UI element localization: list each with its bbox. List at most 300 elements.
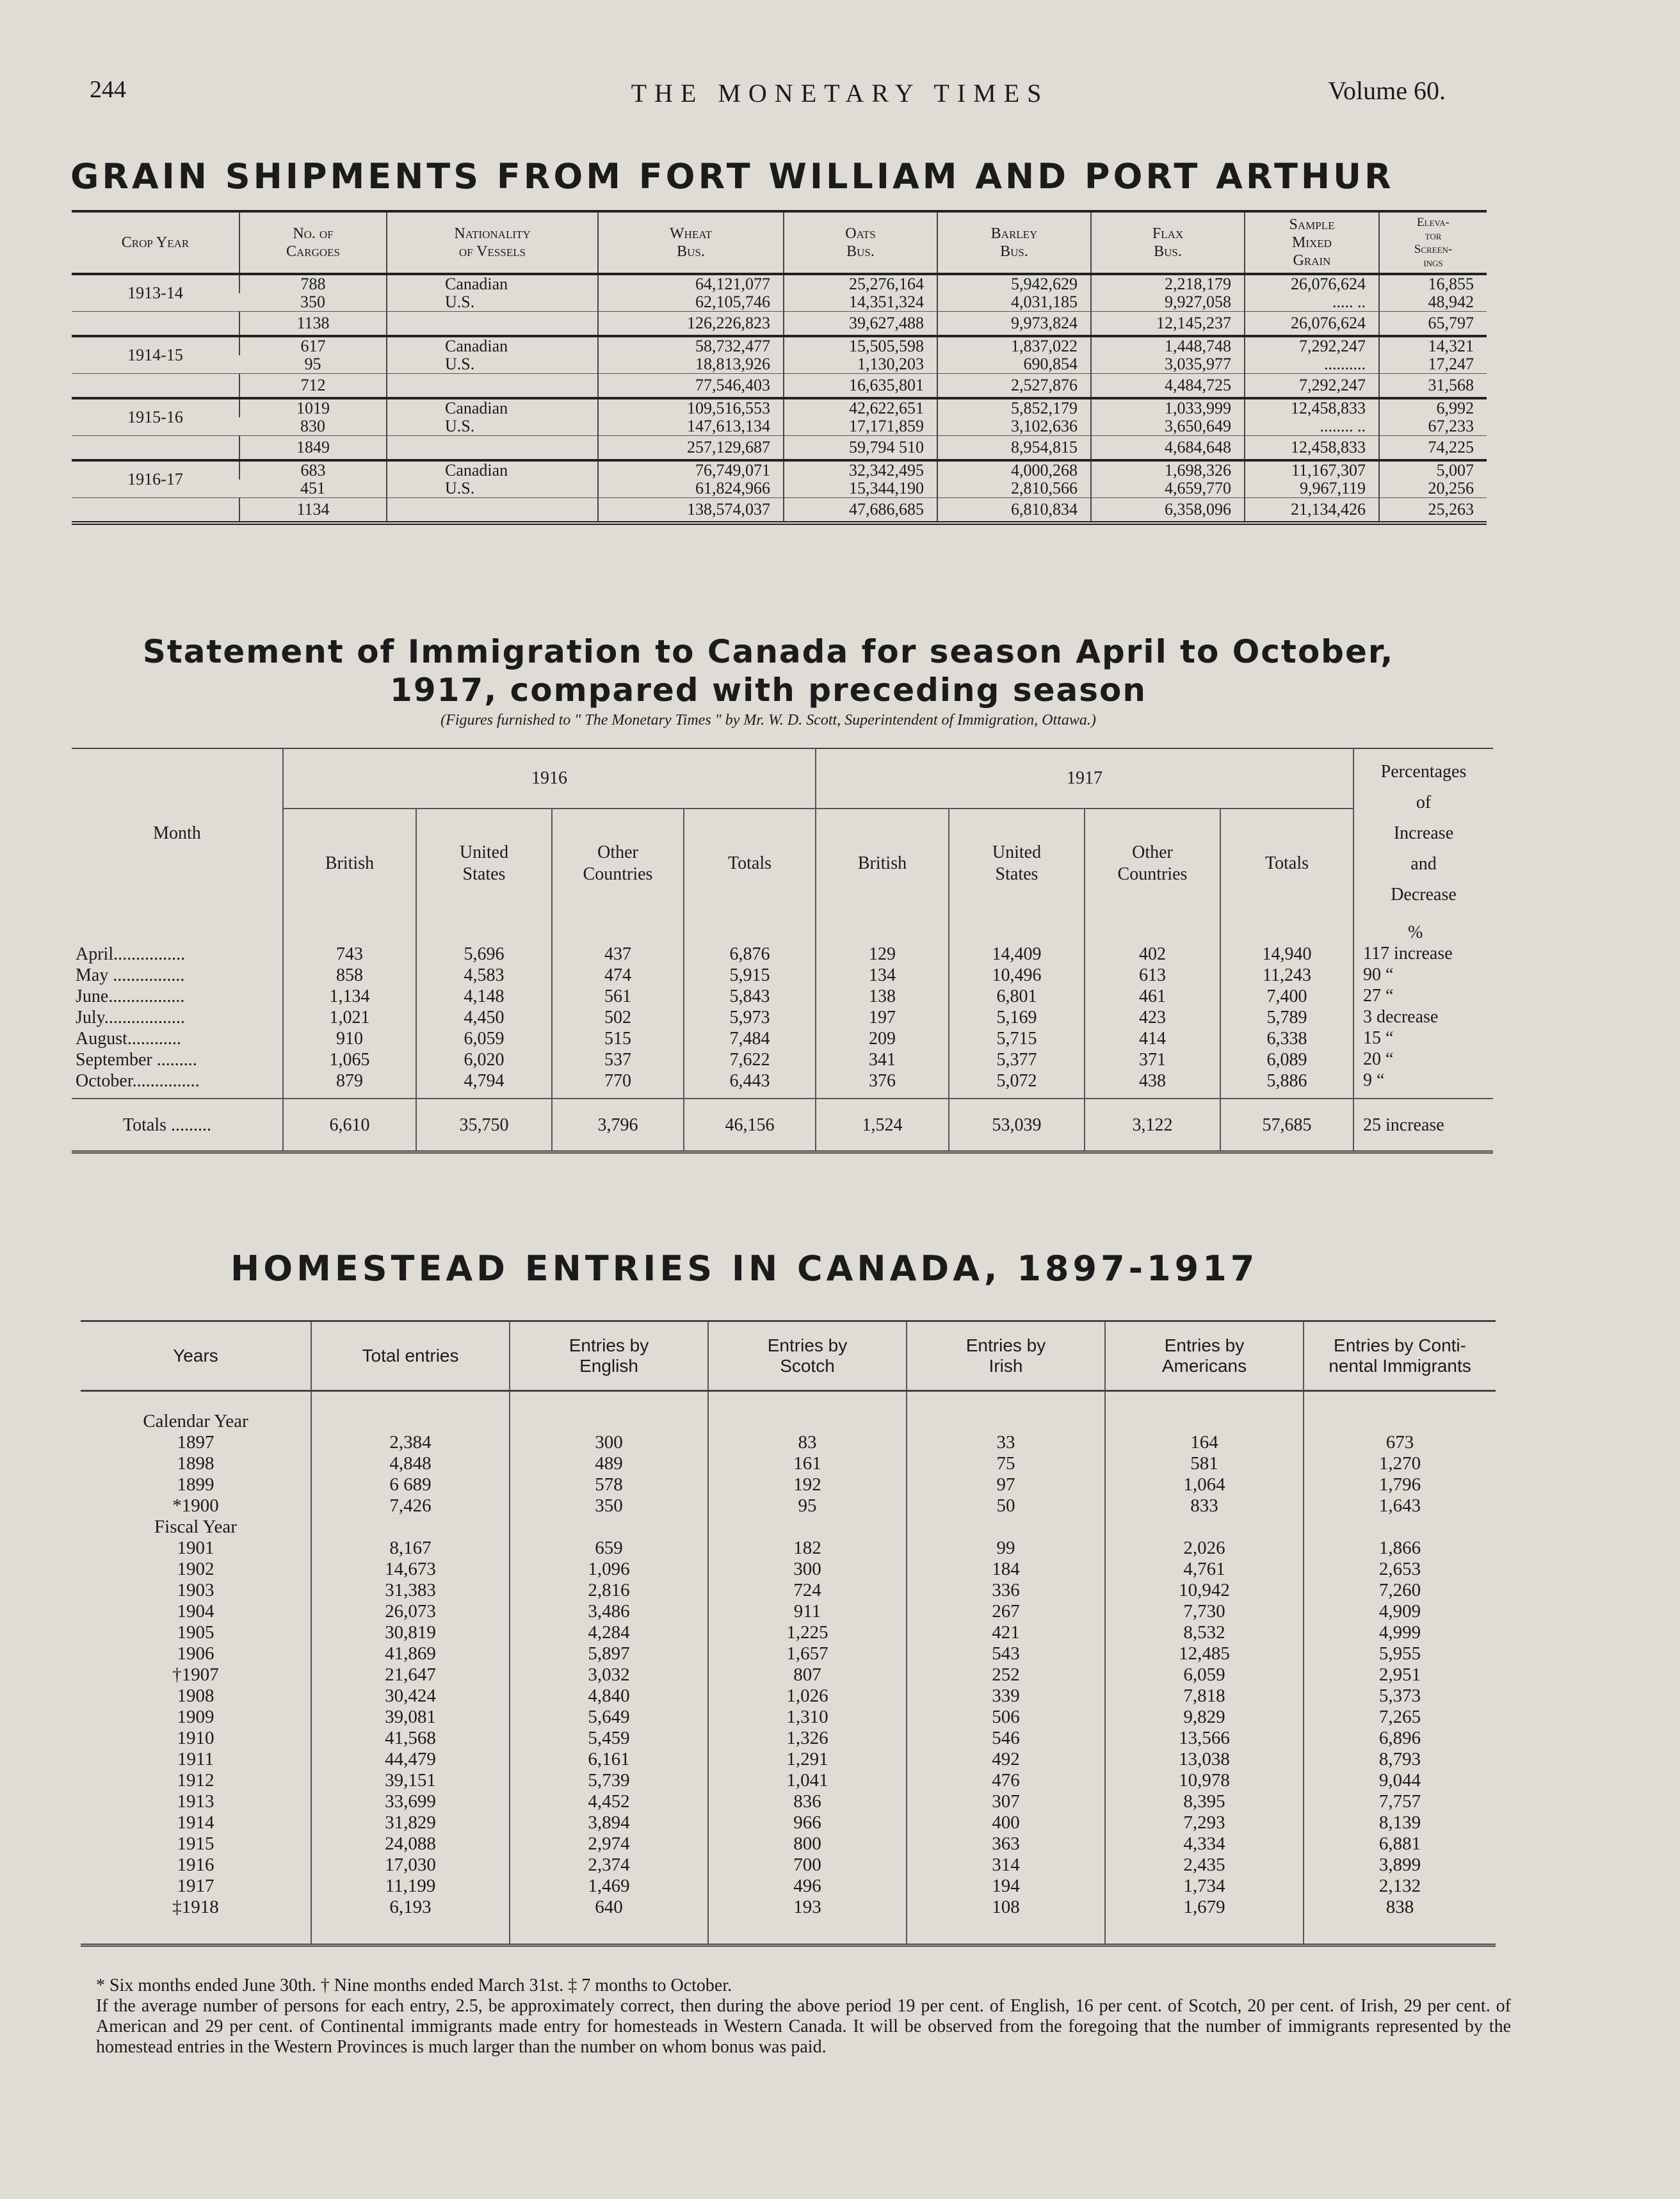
list-item: 911: [793, 1601, 821, 1622]
list-item: 8,139: [1378, 1812, 1421, 1833]
list-item: 515: [604, 1029, 631, 1049]
grain-total-barley-cell: 2,527,876: [937, 374, 1091, 399]
list-item: 26,073: [385, 1601, 436, 1622]
wheat-header: Wheat Bus.: [598, 211, 784, 274]
list-item: 97: [996, 1474, 1015, 1495]
grain-table-title: GRAIN SHIPMENTS FROM FORT WILLIAM AND PORT ARTHUR: [70, 156, 1394, 197]
list-item: 506: [992, 1707, 1020, 1727]
list-item: 543: [992, 1643, 1020, 1664]
sample-grain-header: Sample Mixed Grain: [1245, 211, 1379, 274]
list-item: 197: [869, 1008, 896, 1027]
list-item: 95: [798, 1495, 817, 1516]
list-item: 164: [1190, 1432, 1218, 1453]
list-item: 7,426: [389, 1495, 432, 1516]
list-item: 461: [1139, 987, 1166, 1006]
total-entries-header: Total entries: [311, 1321, 510, 1391]
list-item: 2,374: [588, 1855, 630, 1875]
grain-sample-cell: ..... ..: [1245, 293, 1379, 312]
list-item: 30,424: [385, 1686, 436, 1706]
list-item: 1,064: [1183, 1474, 1225, 1495]
grain-elevator-cell: 48,942: [1379, 293, 1487, 312]
totals-1916-column: [684, 918, 816, 1099]
scotch-header: Entries by Scotch: [708, 1321, 907, 1391]
grain-nationality-cell: U.S.: [387, 355, 598, 374]
list-item: 300: [595, 1432, 623, 1453]
grain-row: [72, 355, 1487, 374]
immigration-credit: (Figures furnished to " The Monetary Times " by Mr. W. D. Scott, Superintendent of Immigration, Ottawa.): [440, 712, 1096, 729]
grain-oats-cell: 32,342,495: [784, 460, 937, 479]
list-item: 2,384: [389, 1432, 432, 1453]
grain-total-elevator-cell: 31,568: [1379, 374, 1487, 399]
list-item: 44,479: [385, 1749, 436, 1769]
grain-year-cell: 1915-16: [72, 398, 239, 436]
grain-nationality-cell: U.S.: [387, 293, 598, 312]
total-totals-1916: 46,156: [684, 1099, 816, 1152]
list-item: 400: [992, 1812, 1020, 1833]
list-item: 581: [1190, 1453, 1218, 1474]
list-item: 1,326: [786, 1728, 828, 1748]
percentage-column: [1353, 918, 1493, 1099]
list-item: 21,647: [385, 1664, 436, 1685]
list-item: 858: [336, 965, 363, 985]
total-other-1917: 3,122: [1085, 1099, 1220, 1152]
nationality-header: Nationality of Vessels: [387, 211, 598, 274]
list-item: 640: [595, 1897, 623, 1917]
list-item: 33: [996, 1432, 1015, 1453]
grain-oats-cell: 1,130,203: [784, 355, 937, 374]
grain-total-blank-cell: [72, 436, 239, 461]
list-item: 1899: [177, 1474, 214, 1495]
grain-oats-cell: 15,505,598: [784, 336, 937, 355]
list-item: 14,673: [385, 1559, 436, 1579]
list-item: 1912: [177, 1770, 214, 1791]
list-item: 1,310: [786, 1707, 828, 1727]
grain-barley-cell: 3,102,636: [937, 417, 1091, 436]
grain-header-row: [72, 211, 1487, 274]
list-item: 910: [336, 1029, 363, 1049]
grain-total-barley-cell: 9,973,824: [937, 312, 1091, 337]
totals-label: Totals .........: [72, 1099, 283, 1152]
list-item: 6,443: [729, 1071, 770, 1091]
grain-total-blank-cell: [72, 312, 239, 337]
list-item: September .........: [76, 1050, 197, 1070]
list-item: 489: [595, 1453, 623, 1474]
immigration-year-row: [72, 748, 1493, 809]
grain-row: [72, 417, 1487, 436]
list-item: 134: [869, 965, 896, 985]
immigration-title-line2: 1917, compared with preceding season: [390, 672, 1147, 709]
list-item: 1908: [177, 1686, 214, 1706]
month-list: [72, 918, 283, 1099]
list-item: 8,793: [1378, 1749, 1421, 1769]
list-item: 1906: [177, 1643, 214, 1664]
list-item: 833: [1190, 1495, 1218, 1516]
list-item: 879: [336, 1071, 363, 1091]
list-item: 1915: [177, 1833, 214, 1854]
list-item: June.................: [76, 987, 185, 1006]
list-item: 743: [336, 944, 363, 964]
list-item: 6,801: [996, 987, 1037, 1006]
list-item: 402: [1139, 944, 1166, 964]
list-item: 1898: [177, 1453, 214, 1474]
list-item: 5,973: [729, 1008, 770, 1027]
us-1917-header: United States: [949, 809, 1085, 918]
list-item: 1913: [177, 1791, 214, 1812]
list-item: 14,940: [1262, 944, 1312, 964]
page-number: 244: [90, 76, 126, 103]
grain-total-wheat-cell: 138,574,037: [598, 498, 784, 524]
grain-wheat-cell: 62,105,746: [598, 293, 784, 312]
us-1916-header: United States: [416, 809, 552, 918]
grain-sample-cell: 9,967,119: [1245, 479, 1379, 498]
list-item: 5,915: [729, 965, 770, 985]
list-item: 6,881: [1378, 1833, 1421, 1854]
list-item: 209: [869, 1029, 896, 1049]
grain-sample-cell: ..........: [1245, 355, 1379, 374]
list-item: 6,896: [1378, 1728, 1421, 1748]
fiscal-year-label: Fiscal Year: [154, 1517, 237, 1537]
grain-row: [72, 398, 1487, 417]
americans-header: Entries by Americans: [1105, 1321, 1304, 1391]
list-item: 807: [793, 1664, 821, 1685]
list-item: 161: [793, 1453, 821, 1474]
year-1916-header: 1916: [283, 748, 816, 809]
list-item: 474: [604, 965, 631, 985]
percentages-header: Percentages of Increase and Decrease: [1353, 748, 1493, 918]
list-item: 194: [992, 1876, 1020, 1896]
grain-row: [72, 274, 1487, 293]
list-item: 1,096: [588, 1559, 630, 1579]
years-column: [81, 1391, 311, 1945]
list-item: 13,038: [1179, 1749, 1230, 1769]
list-item: 1,134: [329, 987, 370, 1006]
list-item: 800: [793, 1833, 821, 1854]
list-item: 5,715: [996, 1029, 1037, 1049]
list-item: 83: [798, 1432, 817, 1453]
list-item: 8,532: [1183, 1622, 1225, 1643]
grain-wheat-cell: 64,121,077: [598, 274, 784, 293]
month-header: Month: [153, 823, 201, 843]
grain-oats-cell: 14,351,324: [784, 293, 937, 312]
list-item: 267: [992, 1601, 1020, 1622]
list-item: 1916: [177, 1855, 214, 1875]
list-item: 117 increase: [1363, 944, 1453, 963]
list-item: 184: [992, 1559, 1020, 1579]
list-item: 4,334: [1183, 1833, 1225, 1854]
total-us-1917: 53,039: [949, 1099, 1085, 1152]
list-item: 966: [793, 1812, 821, 1833]
grain-total-oats-cell: 39,627,488: [784, 312, 937, 337]
list-item: 1,643: [1378, 1495, 1421, 1516]
list-item: 1902: [177, 1559, 214, 1579]
list-item: 5,377: [996, 1050, 1037, 1070]
grain-flax-cell: 1,448,748: [1091, 336, 1245, 355]
totals-1917-header: Totals: [1220, 809, 1353, 918]
list-item: 8,395: [1183, 1791, 1225, 1812]
list-item: May ................: [76, 965, 185, 985]
scotch-column: [708, 1391, 907, 1945]
total-british-1916: 6,610: [283, 1099, 416, 1152]
volume-label: Volume 60.: [1328, 76, 1446, 105]
list-item: 421: [992, 1622, 1020, 1643]
list-item: 3,486: [588, 1601, 630, 1622]
list-item: 2,026: [1183, 1538, 1225, 1558]
list-item: 8,167: [389, 1538, 432, 1558]
grain-sample-cell: ........ ..: [1245, 417, 1379, 436]
list-item: 7,757: [1378, 1791, 1421, 1812]
list-item: 1901: [177, 1538, 214, 1558]
list-item: 20 “: [1363, 1049, 1394, 1069]
grain-total-row: [72, 498, 1487, 524]
grain-nationality-cell: U.S.: [387, 417, 598, 436]
grain-total-blank-cell: [387, 498, 598, 524]
list-item: 7,265: [1378, 1707, 1421, 1727]
grain-row: [72, 336, 1487, 355]
grain-total-oats-cell: 16,635,801: [784, 374, 937, 399]
list-item: 437: [604, 944, 631, 964]
list-item: 1911: [177, 1749, 214, 1769]
list-item: 75: [996, 1453, 1015, 1474]
footnote: [96, 1976, 1511, 2058]
total-percentage: 25 increase: [1353, 1099, 1493, 1152]
homestead-title: HOMESTEAD ENTRIES IN CANADA, 1897-1917: [230, 1248, 1259, 1289]
list-item: 4,583: [464, 965, 505, 985]
list-item: 1,679: [1183, 1897, 1225, 1917]
list-item: 5,897: [588, 1643, 630, 1664]
year-1917-header: 1917: [816, 748, 1353, 809]
list-item: 4,794: [464, 1071, 505, 1091]
grain-flax-cell: 9,927,058: [1091, 293, 1245, 312]
list-item: 578: [595, 1474, 623, 1495]
list-item: 1,026: [786, 1686, 828, 1706]
list-item: 6,876: [729, 944, 770, 964]
list-item: 2,951: [1378, 1664, 1421, 1685]
list-item: 41,568: [385, 1728, 436, 1748]
totals-1916-header: Totals: [684, 809, 816, 918]
list-item: 770: [604, 1071, 631, 1091]
list-item: 17,030: [385, 1855, 436, 1875]
grain-elevator-cell: 6,992: [1379, 398, 1487, 417]
list-item: 4,284: [588, 1622, 630, 1643]
list-item: 613: [1139, 965, 1166, 985]
other-1916-header: Other Countries: [552, 809, 684, 918]
grain-flax-cell: 2,218,179: [1091, 274, 1245, 293]
list-item: 39,081: [385, 1707, 436, 1727]
grain-elevator-cell: 67,233: [1379, 417, 1487, 436]
grain-wheat-cell: 109,516,553: [598, 398, 784, 417]
list-item: 350: [595, 1495, 623, 1516]
grain-barley-cell: 690,854: [937, 355, 1091, 374]
list-item: 13,566: [1179, 1728, 1230, 1748]
list-item: 14,409: [992, 944, 1042, 964]
list-item: 2,653: [1378, 1559, 1421, 1579]
list-item: 31,383: [385, 1580, 436, 1600]
grain-barley-cell: 5,852,179: [937, 398, 1091, 417]
list-item: 5,789: [1266, 1008, 1307, 1027]
elevator-screenings-header: Eleva- tor Screen- ings: [1379, 211, 1487, 274]
list-item: 12,485: [1179, 1643, 1230, 1664]
list-item: †1907: [172, 1664, 219, 1685]
list-item: 2,974: [588, 1833, 630, 1854]
list-item: 4,452: [588, 1791, 630, 1812]
grain-cargoes-cell: 1019: [239, 398, 387, 417]
grain-total-wheat-cell: 77,546,403: [598, 374, 784, 399]
grain-total-blank-cell: [387, 312, 598, 337]
list-item: 9,044: [1378, 1770, 1421, 1791]
list-item: 1,041: [786, 1770, 828, 1791]
immigration-title: [96, 632, 1441, 709]
list-item: 476: [992, 1770, 1020, 1791]
list-item: 4,999: [1378, 1622, 1421, 1643]
list-item: 700: [793, 1855, 821, 1875]
grain-cargoes-cell: 830: [300, 417, 325, 435]
list-item: 300: [793, 1559, 821, 1579]
grain-total-elevator-cell: 65,797: [1379, 312, 1487, 337]
list-item: 5,459: [588, 1728, 630, 1748]
list-item: 2,132: [1378, 1876, 1421, 1896]
list-item: 1903: [177, 1580, 214, 1600]
grain-wheat-cell: 76,749,071: [598, 460, 784, 479]
grain-total-cargoes-cell: 1138: [239, 312, 387, 337]
list-item: August............: [76, 1029, 181, 1049]
grain-wheat-cell: 18,813,926: [598, 355, 784, 374]
list-item: 6,338: [1266, 1029, 1307, 1049]
list-item: 5,169: [996, 1008, 1037, 1027]
list-item: 39,151: [385, 1770, 436, 1791]
running-head: THE MONETARY TIMES: [631, 79, 1049, 108]
list-item: 30,819: [385, 1622, 436, 1643]
list-item: 1905: [177, 1622, 214, 1643]
grain-total-blank-cell: [72, 498, 239, 524]
list-item: 3,894: [588, 1812, 630, 1833]
grain-wheat-cell: 58,732,477: [598, 336, 784, 355]
grain-barley-cell: 2,810,566: [937, 479, 1091, 498]
grain-total-wheat-cell: 257,129,687: [598, 436, 784, 461]
total-british-1917: 1,524: [816, 1099, 949, 1152]
footnote-text: If the average number of persons for each entry, 2.5, be approximately correct, then during the above period 19 per cent. of English, 16 per cent. of Scotch, 20 per cent. of Irish, 29 per cent. of American and 29 per cent. of Continental immigrants made entry for homesteads in Western Canada. It will be observed from the foregoing that the number of immigrants represented by the homestead entries in the Western Provinces is much larger than the number on whom bonus was paid.: [96, 1996, 1511, 2057]
list-item: 1,796: [1378, 1474, 1421, 1495]
list-item: 339: [992, 1686, 1020, 1706]
grain-nationality-cell: Canadian: [387, 336, 598, 355]
grain-row: [72, 293, 1487, 312]
crop-year-header: Crop Year: [72, 211, 239, 274]
list-item: 838: [1385, 1897, 1414, 1917]
british-1916-header: British: [283, 809, 416, 918]
list-item: 1910: [177, 1728, 214, 1748]
list-item: 41,869: [385, 1643, 436, 1664]
flax-header: Flax Bus.: [1091, 211, 1245, 274]
immigration-totals-row: [72, 1099, 1493, 1152]
list-item: 3,032: [588, 1664, 630, 1685]
grain-barley-cell: 4,000,268: [937, 460, 1091, 479]
grain-total-blank-cell: [387, 436, 598, 461]
other-1917-column: [1085, 918, 1220, 1099]
grain-nationality-cell: Canadian: [387, 398, 598, 417]
grain-nationality-cell: Canadian: [387, 460, 598, 479]
continental-header: Entries by Conti- nental Immigrants: [1304, 1321, 1496, 1391]
list-item: 1,469: [588, 1876, 630, 1896]
list-item: 1914: [177, 1812, 214, 1833]
british-1916-column: [283, 918, 416, 1099]
english-header: Entries by English: [510, 1321, 708, 1391]
list-item: 1,866: [1378, 1538, 1421, 1558]
total-totals-1917: 57,685: [1220, 1099, 1353, 1152]
list-item: 6,193: [389, 1897, 432, 1917]
grain-total-row: [72, 436, 1487, 461]
barley-header: Barley Bus.: [937, 211, 1091, 274]
list-item: 10,942: [1179, 1580, 1230, 1600]
grain-year-cell: 1914-15: [72, 336, 239, 374]
list-item: 307: [992, 1791, 1020, 1812]
us-1917-column: [949, 918, 1085, 1099]
grain-cargoes-cell: 683: [239, 460, 387, 479]
calendar-year-label: Calendar Year: [143, 1411, 248, 1431]
list-item: 6,089: [1266, 1050, 1307, 1070]
list-item: 6,020: [464, 1050, 505, 1070]
list-item: 11,243: [1263, 965, 1311, 985]
list-item: 99: [996, 1538, 1015, 1558]
grain-total-cargoes-cell: 712: [239, 374, 387, 399]
grain-year-cell: 1916-17: [72, 460, 239, 498]
other-1916-column: [552, 918, 684, 1099]
list-item: 6 689: [389, 1474, 432, 1495]
list-item: 9 “: [1363, 1070, 1385, 1090]
list-item: 1904: [177, 1601, 214, 1622]
list-item: 724: [793, 1580, 821, 1600]
list-item: 15 “: [1363, 1028, 1394, 1048]
list-item: 138: [869, 987, 896, 1006]
list-item: *1900: [172, 1495, 219, 1516]
grain-year-cell: 1913-14: [127, 284, 183, 302]
immigration-data-row: [72, 918, 1493, 1099]
list-item: 10,496: [992, 965, 1042, 985]
us-1916-column: [416, 918, 552, 1099]
grain-cargoes-cell: 617: [239, 336, 387, 355]
list-item: 129: [869, 944, 896, 964]
grain-total-wheat-cell: 126,226,823: [598, 312, 784, 337]
list-item: 27 “: [1363, 986, 1394, 1006]
grain-row: [72, 460, 1487, 479]
list-item: 5,072: [996, 1071, 1037, 1091]
list-item: 7,400: [1266, 987, 1307, 1006]
grain-barley-cell: 5,942,629: [937, 274, 1091, 293]
oats-header: Oats Bus.: [784, 211, 937, 274]
list-item: 492: [992, 1749, 1020, 1769]
homestead-table: [81, 1320, 1496, 1947]
list-item: 423: [1139, 1008, 1166, 1027]
list-item: 1897: [177, 1432, 214, 1453]
americans-column: [1105, 1391, 1304, 1945]
list-item: 6,161: [588, 1749, 630, 1769]
list-item: 314: [992, 1855, 1020, 1875]
list-item: 6,059: [464, 1029, 505, 1049]
grain-total-flax-cell: 4,484,725: [1091, 374, 1245, 399]
grain-total-elevator-cell: 25,263: [1379, 498, 1487, 524]
british-1917-header: British: [816, 809, 949, 918]
list-item: 33,699: [385, 1791, 436, 1812]
list-item: 5,649: [588, 1707, 630, 1727]
grain-elevator-cell: 20,256: [1379, 479, 1487, 498]
grain-elevator-cell: 5,007: [1379, 460, 1487, 479]
grain-total-elevator-cell: 74,225: [1379, 436, 1487, 461]
grain-total-flax-cell: 6,358,096: [1091, 498, 1245, 524]
grain-sample-cell: 26,076,624: [1245, 274, 1379, 293]
list-item: 1,225: [786, 1622, 828, 1643]
grain-oats-cell: 17,171,859: [784, 417, 937, 436]
immigration-table: [72, 748, 1493, 1154]
grain-cargoes-cell: 350: [300, 293, 325, 311]
cargoes-header: No. of Cargoes: [239, 211, 387, 274]
